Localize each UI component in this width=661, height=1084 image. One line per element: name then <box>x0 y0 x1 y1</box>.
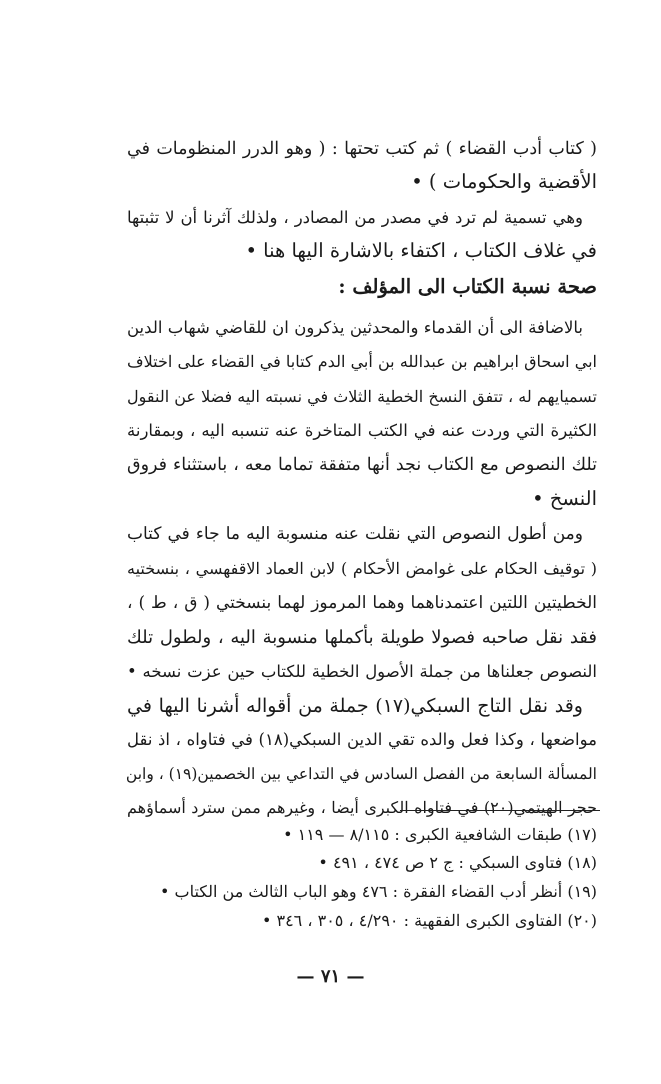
body-line: وقد نقل التاج السبكي(١٧) جملة من أقواله أشرنا اليها في <box>127 695 583 717</box>
body-line: الخطيتين اللتين اعتمدناهما وهما المرموز لهما بنسختي ( ق ، ط ) ، <box>127 593 597 613</box>
body-line: النصوص جعلناها من جملة الأصول الخطية للكتاب حين عزت نسخه • <box>127 662 597 681</box>
body-line: ( توقيف الحكام على غوامض الأحكام ) لابن العماد الاقفهسي ، بنسختيه <box>127 559 597 578</box>
footnote: (٢٠) الفتاوى الكبرى الفقهية : ٤/٢٩٠ ، ٣٠٥ ، ٣٤٦ • <box>261 911 597 930</box>
body-line: المسألة السابعة من الفصل السادس في التداعي بين الخصمين(١٩) ، وابن <box>125 765 597 783</box>
body-line: تسميايهم له ، تتفق النسخ الخطية الثلاث في نسبته اليه فضلا عن النقول <box>127 387 597 406</box>
footnote: (١٨) فتاوى السبكي : ج ٢ ص ٤٧٤ ، ٤٩١ • <box>318 853 597 872</box>
body-line: فقد نقل صاحبه فصولا طويلة بأكملها منسوبة اليه ، ولطول تلك <box>127 627 597 648</box>
page-number: — ٧١ — <box>296 966 365 987</box>
body-line: حجر الهيتمي(٢٠) في فتاواه الكبرى أيضا ، وغيرهم ممن سترد أسماؤهم <box>127 798 598 817</box>
body-line: ابي اسحاق ابراهيم بن عبدالله بن أبي الدم كتابا في القضاء على اختلاف <box>127 352 597 371</box>
body-line: النسخ • <box>532 487 597 510</box>
section-heading: صحة نسبة الكتاب الى المؤلف : <box>338 275 597 298</box>
body-line: الأقضية والحكومات ) • <box>411 170 597 193</box>
footnote: (١٧) طبقات الشافعية الكبرى : ٨/١١٥ — ١١٩ • <box>283 825 597 844</box>
body-line: في غلاف الكتاب ، اكتفاء بالاشارة اليها هنا • <box>245 239 597 262</box>
body-line: وهي تسمية لم ترد في مصدر من المصادر ، ولذلك آثرنا أن لا تثبتها <box>127 208 583 227</box>
body-line: بالاضافة الى أن القدماء والمحدثين يذكرون ان للقاضي شهاب الدين <box>127 318 583 337</box>
body-line: الكثيرة التي وردت عنه في الكتب المتاخرة عنه تنسبه اليه ، وبمقارنة <box>127 421 597 440</box>
body-line: ومن أطول النصوص التي نقلت عنه منسوبة اليه ما جاء في كتاب <box>127 524 583 544</box>
footnote-separator <box>400 810 600 811</box>
body-line: ( كتاب أدب القضاء ) ثم كتب تحتها : ( وهو الدرر المنظومات في <box>127 139 597 159</box>
body-line: مواضعها ، وكذا فعل والده تقي الدين السبكي(١٨) في فتاواه ، اذ نقل <box>127 730 597 749</box>
footnote: (١٩) أنظر أدب القضاء الفقرة : ٤٧٦ وهو الباب الثالث من الكتاب • <box>159 882 597 901</box>
body-line: تلك النصوص مع الكتاب نجد أنها متفقة تماما معه ، باستثناء فروق <box>127 455 597 475</box>
